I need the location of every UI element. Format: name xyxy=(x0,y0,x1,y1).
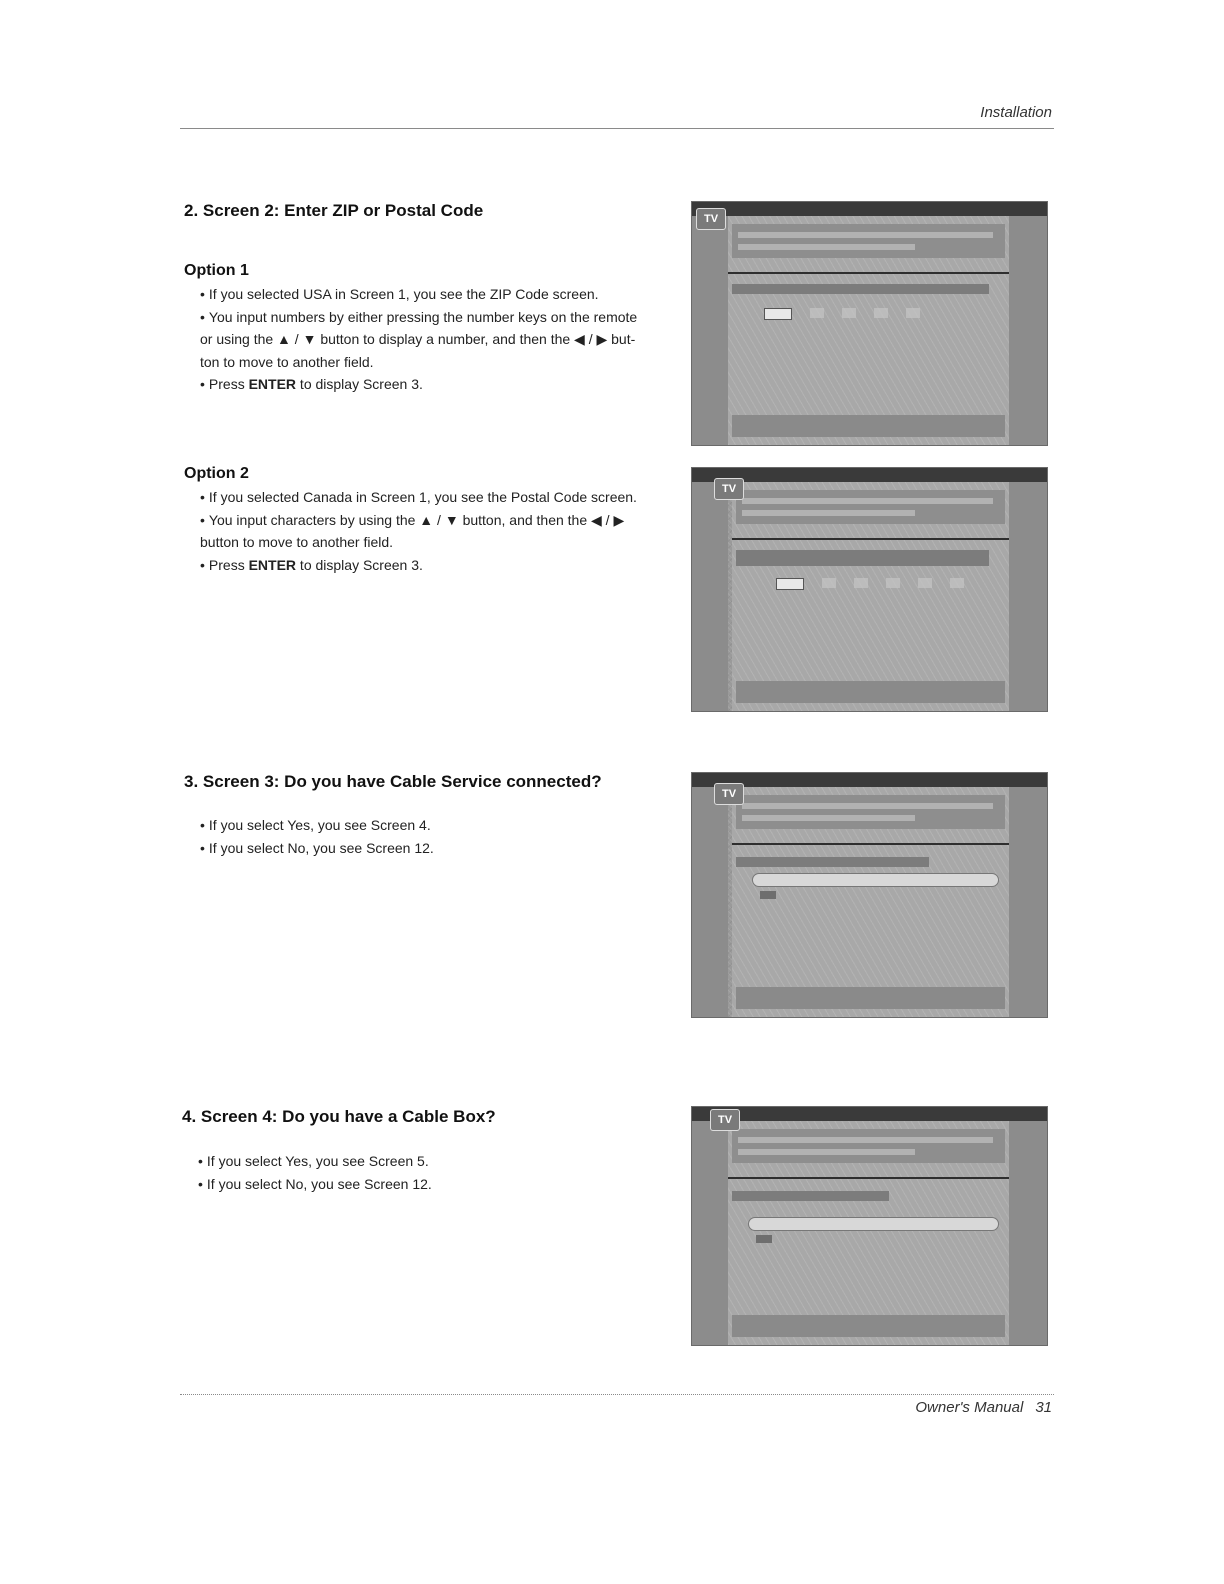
option2-bullets xyxy=(200,486,690,576)
no-option xyxy=(760,891,776,899)
tv-logo-icon: TV xyxy=(710,1109,740,1131)
enter-key-label: ENTER xyxy=(248,376,297,392)
postal-code-screenshot xyxy=(691,467,1048,712)
cable-service-screenshot xyxy=(691,772,1048,1018)
zip-fields xyxy=(764,308,920,320)
option1-bullets xyxy=(200,283,680,396)
list-item: • If you selected Canada in Screen 1, you see the Postal Code screen. xyxy=(200,489,637,505)
enter-key-label: ENTER xyxy=(248,556,297,573)
option1-heading: Option 1 xyxy=(184,262,249,279)
screen2-heading: 2. Screen 2: Enter ZIP or Postal Code xyxy=(184,201,484,220)
screen4-heading: 4. Screen 4: Do you have a Cable Box? xyxy=(182,1107,496,1126)
list-item: • If you select No, you see Screen 12. xyxy=(198,1175,432,1192)
list-item: • You input numbers by either pressing the number keys on the remote or using the ▲ / ▼ button to display a number, and then the ◀ / ▶ but- ton to move to another field. xyxy=(200,308,638,370)
header-rule xyxy=(180,128,1054,129)
screen3-bullets xyxy=(200,814,660,859)
list-item: • If you selected USA in Screen 1, you see the ZIP Code screen. xyxy=(200,286,599,302)
list-item: • You input characters by using the ▲ / ▼ button, and then the ◀ / ▶ button to move to another field. xyxy=(200,511,625,550)
tv-logo-icon: TV xyxy=(696,208,726,230)
header-label: Installation xyxy=(980,104,1052,121)
yes-option xyxy=(748,1217,999,1231)
tv-logo-icon: TV xyxy=(714,478,744,500)
footer-rule xyxy=(180,1394,1054,1395)
tv-logo-icon: TV xyxy=(714,783,744,805)
list-item: • If you select No, you see Screen 12. xyxy=(200,839,434,856)
list-item: • If you select Yes, you see Screen 4. xyxy=(200,817,431,833)
no-option xyxy=(756,1235,772,1243)
screen3-heading: 3. Screen 3: Do you have Cable Service connected? xyxy=(184,772,602,791)
page-number: 31 xyxy=(1035,1399,1052,1416)
screen4-bullets xyxy=(198,1150,658,1195)
list-item: • Press ENTER to display Screen 3. xyxy=(200,556,423,573)
yes-option xyxy=(752,873,999,887)
footer-label: Owner's Manual xyxy=(915,1399,1024,1416)
list-item: • Press ENTER to display Screen 3. xyxy=(200,376,423,392)
cable-box-screenshot xyxy=(691,1106,1048,1346)
option2-heading: Option 2 xyxy=(184,465,249,482)
list-item: • If you select Yes, you see Screen 5. xyxy=(198,1153,429,1169)
postal-fields xyxy=(776,578,964,590)
zip-code-screenshot xyxy=(691,201,1048,446)
footer xyxy=(915,1399,1052,1416)
